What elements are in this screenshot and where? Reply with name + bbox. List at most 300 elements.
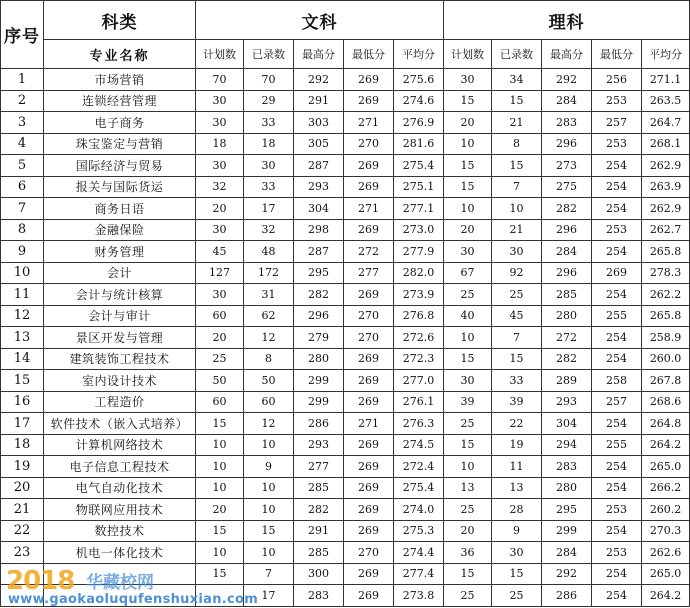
major-name: 商务日语 bbox=[44, 198, 196, 220]
wenke-avg-cell: 272.4 bbox=[394, 456, 444, 478]
like-plan-cell: 20 bbox=[444, 520, 492, 542]
wenke-max-cell: 295 bbox=[294, 262, 344, 284]
like-admitted-cell: 21 bbox=[492, 112, 542, 134]
like-admitted-cell: 28 bbox=[492, 499, 542, 521]
like-avg-cell: 262.9 bbox=[642, 198, 690, 220]
like-max-header: 最高分 bbox=[542, 40, 592, 69]
like-max-cell: 286 bbox=[542, 585, 592, 607]
like-min-cell: 254 bbox=[592, 327, 642, 349]
like-max-cell: 284 bbox=[542, 241, 592, 263]
like-min-cell: 254 bbox=[592, 348, 642, 370]
like-admitted-cell: 15 bbox=[492, 155, 542, 177]
major-name: 连锁经营管理 bbox=[44, 90, 196, 112]
like-avg-cell: 258.9 bbox=[642, 327, 690, 349]
wenke-plan-cell: 30 bbox=[196, 284, 244, 306]
wenke-plan-cell: 10 bbox=[196, 456, 244, 478]
wenke-plan-cell: 30 bbox=[196, 112, 244, 134]
wenke-avg-cell: 277.0 bbox=[394, 370, 444, 392]
wenke-min-cell: 269 bbox=[344, 391, 394, 413]
wenke-max-cell: 300 bbox=[294, 563, 344, 585]
like-min-cell: 254 bbox=[592, 520, 642, 542]
wenke-max-cell: 283 bbox=[294, 585, 344, 607]
like-max-cell: 284 bbox=[542, 90, 592, 112]
wenke-min-cell: 269 bbox=[344, 370, 394, 392]
like-plan-cell: 36 bbox=[444, 542, 492, 564]
like-avg-cell: 260.0 bbox=[642, 348, 690, 370]
row-number: 17 bbox=[1, 413, 44, 435]
wenke-avg-cell: 275.4 bbox=[394, 155, 444, 177]
major-name: 电子信息工程技术 bbox=[44, 456, 196, 478]
like-max-cell: 280 bbox=[542, 305, 592, 327]
wenke-avg-cell: 272.6 bbox=[394, 327, 444, 349]
wenke-avg-cell: 274.4 bbox=[394, 542, 444, 564]
major-name: 会计与统计核算 bbox=[44, 284, 196, 306]
like-max-cell: 273 bbox=[542, 155, 592, 177]
wenke-avg-header: 平均分 bbox=[394, 40, 444, 69]
wenke-plan-cell: 32 bbox=[196, 176, 244, 198]
wenke-avg-cell: 276.3 bbox=[394, 413, 444, 435]
like-plan-header: 计划数 bbox=[444, 40, 492, 69]
header-row-2 bbox=[1, 40, 690, 69]
like-min-cell: 254 bbox=[592, 284, 642, 306]
wenke-min-cell: 271 bbox=[344, 413, 394, 435]
wenke-avg-cell: 281.6 bbox=[394, 133, 444, 155]
major-name: 工程造价 bbox=[44, 391, 196, 413]
major-name: 数控技术 bbox=[44, 520, 196, 542]
wenke-admitted-cell: 30 bbox=[244, 155, 294, 177]
wenke-avg-cell: 274.6 bbox=[394, 90, 444, 112]
like-plan-cell: 39 bbox=[444, 391, 492, 413]
wenke-max-cell: 293 bbox=[294, 176, 344, 198]
like-admitted-cell: 21 bbox=[492, 219, 542, 241]
row-number: 10 bbox=[1, 262, 44, 284]
like-avg-cell: 265.8 bbox=[642, 305, 690, 327]
wenke-plan-cell: 20 bbox=[196, 327, 244, 349]
wenke-min-cell: 269 bbox=[344, 477, 394, 499]
like-plan-cell: 15 bbox=[444, 90, 492, 112]
row-number: 8 bbox=[1, 219, 44, 241]
table-row bbox=[1, 241, 690, 263]
like-plan-cell: 15 bbox=[444, 434, 492, 456]
like-admitted-cell: 22 bbox=[492, 413, 542, 435]
wenke-max-cell: 304 bbox=[294, 198, 344, 220]
major-name: 物联网应用技术 bbox=[44, 499, 196, 521]
major-name: 室内设计技术 bbox=[44, 370, 196, 392]
like-admitted-cell: 7 bbox=[492, 327, 542, 349]
wenke-max-cell: 298 bbox=[294, 219, 344, 241]
wenke-plan-cell: 60 bbox=[196, 391, 244, 413]
like-avg-cell: 265.0 bbox=[642, 456, 690, 478]
table-row bbox=[1, 563, 690, 585]
like-admitted-cell: 13 bbox=[492, 477, 542, 499]
wenke-admitted-cell: 9 bbox=[244, 456, 294, 478]
like-plan-cell: 10 bbox=[444, 456, 492, 478]
row-number: 19 bbox=[1, 456, 44, 478]
wenke-min-cell: 271 bbox=[344, 112, 394, 134]
like-max-cell: 295 bbox=[542, 499, 592, 521]
table-row bbox=[1, 520, 690, 542]
like-admitted-cell: 15 bbox=[492, 90, 542, 112]
major-name: 电子商务 bbox=[44, 112, 196, 134]
table-row bbox=[1, 90, 690, 112]
wenke-admitted-cell: 10 bbox=[244, 499, 294, 521]
like-admitted-cell: 15 bbox=[492, 563, 542, 585]
like-admitted-cell: 45 bbox=[492, 305, 542, 327]
table-row bbox=[1, 456, 690, 478]
major-name: 金融保险 bbox=[44, 219, 196, 241]
row-number: 7 bbox=[1, 198, 44, 220]
table-row bbox=[1, 348, 690, 370]
wenke-avg-cell: 277.1 bbox=[394, 198, 444, 220]
like-admitted-cell: 8 bbox=[492, 133, 542, 155]
wenke-avg-cell: 277.9 bbox=[394, 241, 444, 263]
like-min-cell: 256 bbox=[592, 69, 642, 91]
wenke-plan-cell: 70 bbox=[196, 69, 244, 91]
row-number: 3 bbox=[1, 112, 44, 134]
like-avg-cell: 264.2 bbox=[642, 434, 690, 456]
like-max-cell: 282 bbox=[542, 198, 592, 220]
like-min-cell: 254 bbox=[592, 155, 642, 177]
table-row bbox=[1, 542, 690, 564]
table-row bbox=[1, 198, 690, 220]
wenke-max-cell: 292 bbox=[294, 69, 344, 91]
wenke-max-cell: 285 bbox=[294, 477, 344, 499]
major-name bbox=[44, 585, 196, 607]
wenke-min-cell: 269 bbox=[344, 284, 394, 306]
wenke-header: 文科 bbox=[196, 1, 444, 40]
like-min-cell: 257 bbox=[592, 112, 642, 134]
like-avg-cell: 278.3 bbox=[642, 262, 690, 284]
wenke-max-cell: 299 bbox=[294, 391, 344, 413]
row-number bbox=[1, 585, 44, 607]
row-number: 1 bbox=[1, 69, 44, 91]
like-min-cell: 254 bbox=[592, 456, 642, 478]
wenke-plan-cell bbox=[196, 585, 244, 607]
wenke-min-header: 最低分 bbox=[344, 40, 394, 69]
like-max-cell: 296 bbox=[542, 133, 592, 155]
like-admitted-header: 已录数 bbox=[492, 40, 542, 69]
wenke-admitted-cell: 10 bbox=[244, 434, 294, 456]
like-plan-cell: 20 bbox=[444, 112, 492, 134]
like-avg-cell: 263.9 bbox=[642, 176, 690, 198]
like-plan-cell: 10 bbox=[444, 327, 492, 349]
like-min-cell: 253 bbox=[592, 542, 642, 564]
like-plan-cell: 30 bbox=[444, 241, 492, 263]
wenke-plan-cell: 10 bbox=[196, 434, 244, 456]
wenke-avg-cell: 275.6 bbox=[394, 69, 444, 91]
like-plan-cell: 13 bbox=[444, 477, 492, 499]
like-max-cell: 282 bbox=[542, 348, 592, 370]
like-max-cell: 275 bbox=[542, 176, 592, 198]
like-avg-cell: 263.5 bbox=[642, 90, 690, 112]
wenke-max-cell: 277 bbox=[294, 456, 344, 478]
wenke-admitted-cell: 7 bbox=[244, 563, 294, 585]
like-admitted-cell: 92 bbox=[492, 262, 542, 284]
wenke-avg-cell: 276.9 bbox=[394, 112, 444, 134]
wenke-max-cell: 282 bbox=[294, 499, 344, 521]
like-avg-cell: 266.2 bbox=[642, 477, 690, 499]
like-max-cell: 294 bbox=[542, 434, 592, 456]
wenke-min-cell: 270 bbox=[344, 305, 394, 327]
wenke-admitted-cell: 33 bbox=[244, 112, 294, 134]
score-table-body bbox=[1, 69, 690, 607]
like-admitted-cell: 30 bbox=[492, 542, 542, 564]
like-admitted-cell: 30 bbox=[492, 241, 542, 263]
table-row bbox=[1, 284, 690, 306]
major-name: 会计 bbox=[44, 262, 196, 284]
wenke-admitted-cell: 17 bbox=[244, 585, 294, 607]
wenke-admitted-cell: 60 bbox=[244, 391, 294, 413]
wenke-min-cell: 269 bbox=[344, 69, 394, 91]
wenke-max-cell: 280 bbox=[294, 348, 344, 370]
watermark-year: 2018 bbox=[6, 566, 75, 596]
wenke-max-cell: 287 bbox=[294, 241, 344, 263]
table-row bbox=[1, 391, 690, 413]
wenke-plan-cell: 25 bbox=[196, 348, 244, 370]
like-plan-cell: 15 bbox=[444, 563, 492, 585]
like-avg-cell: 265.8 bbox=[642, 241, 690, 263]
wenke-admitted-cell: 32 bbox=[244, 219, 294, 241]
wenke-max-cell: 293 bbox=[294, 434, 344, 456]
row-number: 2 bbox=[1, 90, 44, 112]
row-number: 4 bbox=[1, 133, 44, 155]
row-number: 5 bbox=[1, 155, 44, 177]
table-row bbox=[1, 370, 690, 392]
wenke-plan-cell: 30 bbox=[196, 219, 244, 241]
table-row bbox=[1, 112, 690, 134]
like-plan-cell: 30 bbox=[444, 69, 492, 91]
like-max-cell: 272 bbox=[542, 327, 592, 349]
like-min-cell: 255 bbox=[592, 305, 642, 327]
like-max-cell: 293 bbox=[542, 391, 592, 413]
table-row bbox=[1, 133, 690, 155]
seq-header: 序号 bbox=[1, 1, 44, 69]
wenke-min-cell: 270 bbox=[344, 542, 394, 564]
wenke-max-cell: 303 bbox=[294, 112, 344, 134]
like-min-cell: 254 bbox=[592, 477, 642, 499]
table-row bbox=[1, 477, 690, 499]
major-name: 软件技术（嵌入式培养） bbox=[44, 413, 196, 435]
wenke-min-cell: 269 bbox=[344, 520, 394, 542]
like-min-cell: 269 bbox=[592, 262, 642, 284]
wenke-avg-cell: 282.0 bbox=[394, 262, 444, 284]
wenke-avg-cell: 274.0 bbox=[394, 499, 444, 521]
row-number bbox=[1, 563, 44, 585]
like-plan-cell: 25 bbox=[444, 585, 492, 607]
table-row bbox=[1, 413, 690, 435]
table-row bbox=[1, 585, 690, 607]
like-admitted-cell: 25 bbox=[492, 284, 542, 306]
like-max-cell: 299 bbox=[542, 520, 592, 542]
wenke-min-cell: 269 bbox=[344, 563, 394, 585]
wenke-plan-cell: 30 bbox=[196, 90, 244, 112]
like-admitted-cell: 19 bbox=[492, 434, 542, 456]
like-min-cell: 257 bbox=[592, 391, 642, 413]
like-avg-cell: 262.2 bbox=[642, 284, 690, 306]
wenke-avg-cell: 273.8 bbox=[394, 585, 444, 607]
major-name: 景区开发与管理 bbox=[44, 327, 196, 349]
major-name: 市场营销 bbox=[44, 69, 196, 91]
wenke-admitted-cell: 70 bbox=[244, 69, 294, 91]
like-avg-cell: 264.2 bbox=[642, 585, 690, 607]
wenke-admitted-cell: 62 bbox=[244, 305, 294, 327]
major-name: 机电一体化技术 bbox=[44, 542, 196, 564]
row-number: 13 bbox=[1, 327, 44, 349]
wenke-min-cell: 269 bbox=[344, 90, 394, 112]
wenke-admitted-cell: 29 bbox=[244, 90, 294, 112]
wenke-plan-cell: 18 bbox=[196, 133, 244, 155]
like-max-cell: 283 bbox=[542, 456, 592, 478]
row-number: 11 bbox=[1, 284, 44, 306]
major-name: 计算机网络技术 bbox=[44, 434, 196, 456]
like-admitted-cell: 7 bbox=[492, 176, 542, 198]
like-avg-cell: 265.0 bbox=[642, 563, 690, 585]
like-max-cell: 289 bbox=[542, 370, 592, 392]
wenke-min-cell: 271 bbox=[344, 198, 394, 220]
watermark-site-name: 华藏校网 bbox=[86, 573, 154, 593]
row-number: 20 bbox=[1, 477, 44, 499]
wenke-admitted-cell: 15 bbox=[244, 520, 294, 542]
wenke-admitted-cell: 33 bbox=[244, 176, 294, 198]
like-avg-cell: 260.2 bbox=[642, 499, 690, 521]
row-number: 18 bbox=[1, 434, 44, 456]
like-min-cell: 255 bbox=[592, 434, 642, 456]
wenke-min-cell: 277 bbox=[344, 262, 394, 284]
wenke-plan-cell: 15 bbox=[196, 563, 244, 585]
like-avg-cell: 271.1 bbox=[642, 69, 690, 91]
like-avg-cell: 264.7 bbox=[642, 112, 690, 134]
like-plan-cell: 67 bbox=[444, 262, 492, 284]
wenke-max-header: 最高分 bbox=[294, 40, 344, 69]
row-number: 21 bbox=[1, 499, 44, 521]
wenke-avg-cell: 275.3 bbox=[394, 520, 444, 542]
major-name bbox=[44, 563, 196, 585]
table-row bbox=[1, 155, 690, 177]
wenke-avg-cell: 276.8 bbox=[394, 305, 444, 327]
like-min-cell: 253 bbox=[592, 219, 642, 241]
wenke-plan-cell: 15 bbox=[196, 520, 244, 542]
wenke-plan-cell: 20 bbox=[196, 198, 244, 220]
wenke-admitted-cell: 18 bbox=[244, 133, 294, 155]
like-plan-cell: 25 bbox=[444, 284, 492, 306]
like-min-cell: 253 bbox=[592, 499, 642, 521]
table-row bbox=[1, 327, 690, 349]
row-number: 14 bbox=[1, 348, 44, 370]
like-avg-cell: 270.3 bbox=[642, 520, 690, 542]
like-avg-cell: 267.8 bbox=[642, 370, 690, 392]
major-name: 珠宝鉴定与营销 bbox=[44, 133, 196, 155]
like-admitted-cell: 39 bbox=[492, 391, 542, 413]
wenke-plan-header: 计划数 bbox=[196, 40, 244, 69]
like-admitted-cell: 10 bbox=[492, 198, 542, 220]
wenke-max-cell: 291 bbox=[294, 90, 344, 112]
like-admitted-cell: 34 bbox=[492, 69, 542, 91]
table-row bbox=[1, 262, 690, 284]
wenke-max-cell: 286 bbox=[294, 413, 344, 435]
wenke-admitted-cell: 10 bbox=[244, 542, 294, 564]
major-name: 报关与国际货运 bbox=[44, 176, 196, 198]
wenke-min-cell: 272 bbox=[344, 241, 394, 263]
like-plan-cell: 10 bbox=[444, 198, 492, 220]
like-plan-cell: 25 bbox=[444, 499, 492, 521]
wenke-min-cell: 269 bbox=[344, 499, 394, 521]
wenke-plan-cell: 60 bbox=[196, 305, 244, 327]
wenke-plan-cell: 10 bbox=[196, 542, 244, 564]
wenke-admitted-cell: 31 bbox=[244, 284, 294, 306]
major-name: 财务管理 bbox=[44, 241, 196, 263]
like-admitted-cell: 9 bbox=[492, 520, 542, 542]
wenke-max-cell: 279 bbox=[294, 327, 344, 349]
major-name-header: 专业名称 bbox=[44, 40, 196, 69]
wenke-admitted-header: 已录数 bbox=[244, 40, 294, 69]
row-number: 22 bbox=[1, 520, 44, 542]
like-plan-cell: 15 bbox=[444, 176, 492, 198]
wenke-avg-cell: 273.9 bbox=[394, 284, 444, 306]
major-name: 会计与审计 bbox=[44, 305, 196, 327]
wenke-min-cell: 269 bbox=[344, 155, 394, 177]
table-row bbox=[1, 499, 690, 521]
like-avg-cell: 268.6 bbox=[642, 391, 690, 413]
like-admitted-cell: 11 bbox=[492, 456, 542, 478]
wenke-plan-cell: 10 bbox=[196, 477, 244, 499]
header-row-1 bbox=[1, 1, 690, 40]
like-plan-cell: 20 bbox=[444, 219, 492, 241]
row-number: 23 bbox=[1, 542, 44, 564]
wenke-avg-cell: 273.0 bbox=[394, 219, 444, 241]
like-plan-cell: 30 bbox=[444, 370, 492, 392]
wenke-plan-cell: 15 bbox=[196, 413, 244, 435]
table-row bbox=[1, 219, 690, 241]
row-number: 15 bbox=[1, 370, 44, 392]
wenke-avg-cell: 275.4 bbox=[394, 477, 444, 499]
wenke-admitted-cell: 48 bbox=[244, 241, 294, 263]
like-max-cell: 280 bbox=[542, 477, 592, 499]
like-plan-cell: 40 bbox=[444, 305, 492, 327]
wenke-max-cell: 305 bbox=[294, 133, 344, 155]
wenke-admitted-cell: 17 bbox=[244, 198, 294, 220]
wenke-avg-cell: 272.3 bbox=[394, 348, 444, 370]
like-min-cell: 254 bbox=[592, 413, 642, 435]
wenke-admitted-cell: 8 bbox=[244, 348, 294, 370]
wenke-avg-cell: 274.5 bbox=[394, 434, 444, 456]
like-plan-cell: 25 bbox=[444, 413, 492, 435]
row-number: 16 bbox=[1, 391, 44, 413]
wenke-min-cell: 269 bbox=[344, 176, 394, 198]
like-max-cell: 292 bbox=[542, 563, 592, 585]
like-admitted-cell: 15 bbox=[492, 348, 542, 370]
like-min-cell: 254 bbox=[592, 563, 642, 585]
like-avg-cell: 268.1 bbox=[642, 133, 690, 155]
table-row bbox=[1, 69, 690, 91]
wenke-min-cell: 270 bbox=[344, 133, 394, 155]
like-avg-header: 平均分 bbox=[642, 40, 690, 69]
category-header: 科类 bbox=[44, 1, 196, 40]
row-number: 9 bbox=[1, 241, 44, 263]
wenke-min-cell: 269 bbox=[344, 434, 394, 456]
like-max-cell: 304 bbox=[542, 413, 592, 435]
wenke-plan-cell: 50 bbox=[196, 370, 244, 392]
wenke-max-cell: 285 bbox=[294, 542, 344, 564]
wenke-avg-cell: 276.1 bbox=[394, 391, 444, 413]
wenke-min-cell: 269 bbox=[344, 585, 394, 607]
watermark-url: www.gaokaoluqufenshuxian.com bbox=[8, 592, 259, 607]
like-min-cell: 254 bbox=[592, 585, 642, 607]
like-max-cell: 292 bbox=[542, 69, 592, 91]
wenke-admitted-cell: 172 bbox=[244, 262, 294, 284]
like-min-header: 最低分 bbox=[592, 40, 642, 69]
wenke-min-cell: 269 bbox=[344, 456, 394, 478]
wenke-max-cell: 287 bbox=[294, 155, 344, 177]
